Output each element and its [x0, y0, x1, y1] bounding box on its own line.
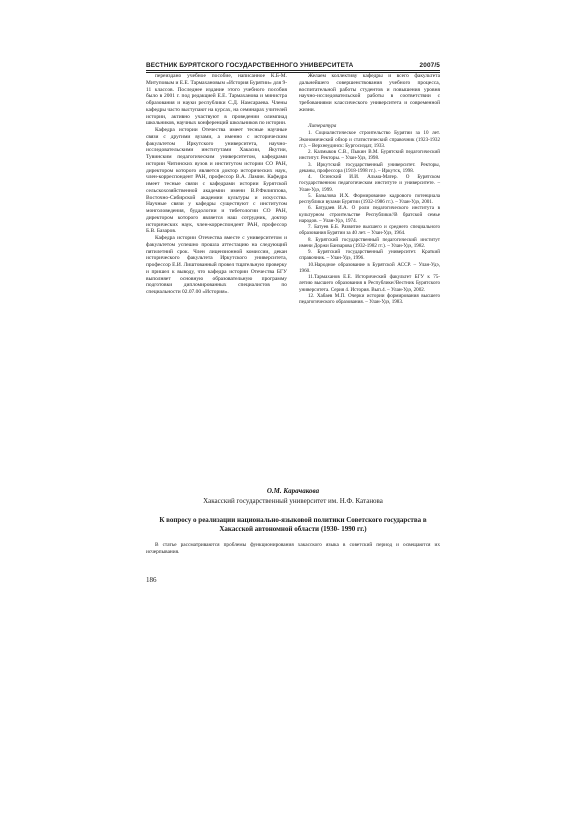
reference-item: 9. Бурятский государственный университет. Краткий справочник. – Улан-Удэ, 1996. [299, 249, 440, 262]
reference-item: 11.Тармаханов Е.Е. Исторический факультет БГУ к 75-летию высшего образования в Республике//Вестник Бурятского университета. Серия 4. История. Вып.4. – Улан-Удэ, 2002. [299, 274, 440, 293]
issue-number: 2007/5 [419, 62, 440, 69]
closing-paragraph: Желаем коллективу кафедры и всего факультета дальнейшего совершенствования учебного процесса, воспитательной работы студентов и повышения уровня научно-исследовательской работы в соответствии с требованиями классического университета и современной жизни. [299, 73, 440, 113]
journal-title: ВЕСТНИК БУРЯТСКОГО ГОСУДАРСТВЕННОГО УНИВЕРСИТЕТА [146, 62, 354, 69]
reference-item: 4. Осинский И.И. Альма-Матер. О Бурятском государственном педагогическом институте и университете. – Улан-Удэ, 1999. [299, 174, 440, 193]
running-header [146, 62, 440, 71]
references-list [299, 130, 440, 305]
paragraph: Кафедра истории Отечества имеет тесные научные связи с другими вузами, а именно с историческим факультетом Иркутского университета, научно-исследовательскими институтами Хакасии, Якутии, Тувинским педагогическим университетом, кафедрами истории Читинских вузов и институтом истории СО РАН, директором которого является доктор исторических наук, член-корреспондент РАН, профессор В.А. Ламин. Кафедра имеет тесные связи с кафедрами истории Бурятской сельскохозяйственной академии имени В.Р.Филиппова, Восточно-Сибирской академии культуры и искусства. Научные связи у кафедры существуют с институтом монголоведения, буддологии и тибетологии СО РАН, директором которого является наш сотрудник, доктор исторических наук, член-корреспондент РАН, профессор Б.В. Базаров. [146, 127, 287, 235]
reference-item: 3. Иркутский государственный университет. Ректоры, деканы, профессора (1918-1998 гг.). – Иркутск, 1998. [299, 161, 440, 174]
reference-item: 5. Базылова И.Х. Формирование кадрового потенциала республики вузами Бурятии (1932-1986 гг.). – Улан-Удэ, 2001. [299, 192, 440, 205]
author-affiliation: Хакасский государственный университет им. Н.Ф. Катанова [203, 497, 383, 505]
reference-item: 2. Калмыков С.В., Пыкин В.М. Бурятский педагогический институт. Ректоры. – Улан-Удэ, 1998. [299, 149, 440, 162]
reference-item: 1. Социалистическое строительство Бурятии за 10 лет. Экономический обзор и статистический справочник (1923-1932 гг.). – Верхнеудинск: Бургосиздат, 1933. [299, 130, 440, 149]
reference-item: 8. Бурятский государственный педагогический институт имени Доржи Банзарова (1932-1982 гг.). – Улан-Удэ, 1982. [299, 236, 440, 249]
article-title: К вопросу о реализации национально-языковой политики Советского государства в Хакасской автономной области (1930- 1990 гг.) [159, 516, 427, 533]
paragraph: переиздано учебное пособие, написанное К.Б-М. Митуповым и Е.Е. Тармахановым «История Бурятии» для 9-11 классов. Последнее издание этого учебного пособия было в 2001 г. под редакцией Е.Е. Тармаханова и министра образования и науки республики С.Д. Намсараева. Члены кафедры часто выступают на курсах, на семинарах учителей истории, активно участвуют в проведении олимпиад школьников, научных конференций школьников по истории. [146, 73, 287, 127]
reference-item: 12. Хабаев М.П. Очерки истории формирования высшего педагогического образования. – Улан-Удэ, 1983. [299, 292, 440, 305]
reference-item: 10.Народное образование в Бурятской АССР. – Улан-Удэ, 1960. [299, 261, 440, 274]
left-column [146, 73, 287, 296]
reference-item: 6. Батудаев И.А. О роли педагогического института в культурном строительстве Республики//В братской семье народов. – Улан-Удэ, 1974. [299, 205, 440, 224]
article-abstract: В статье рассматриваются проблемы функционирования хакасского языка в советский период и освещаются их исчерпывания. [146, 542, 440, 555]
paragraph: Кафедра истории Отечества вместе с университетом и факультетом успешно прошла аттестацию на следующий пятилетний срок. Член лицензионной комиссии, декан исторического факультета Иркутского университета, профессор Е.И. Лиштованный провел тщательную проверку и пришел к выводу, что кафедра истории Отечества БГУ выполняет основную образовательную программу подготовки дипломированных специалистов по специальности 02.07.00 «История». [146, 235, 287, 295]
right-column [299, 73, 440, 305]
page-number: 186 [146, 576, 157, 584]
article-author: О.М. Карачакова [266, 487, 320, 495]
literature-heading: Литература [308, 122, 337, 129]
reference-item: 7. Батуев Б.Б. Развитие высшего и среднего специального образования Бурятии за 40 лет. – Улан-Удэ, 1964. [299, 224, 440, 237]
